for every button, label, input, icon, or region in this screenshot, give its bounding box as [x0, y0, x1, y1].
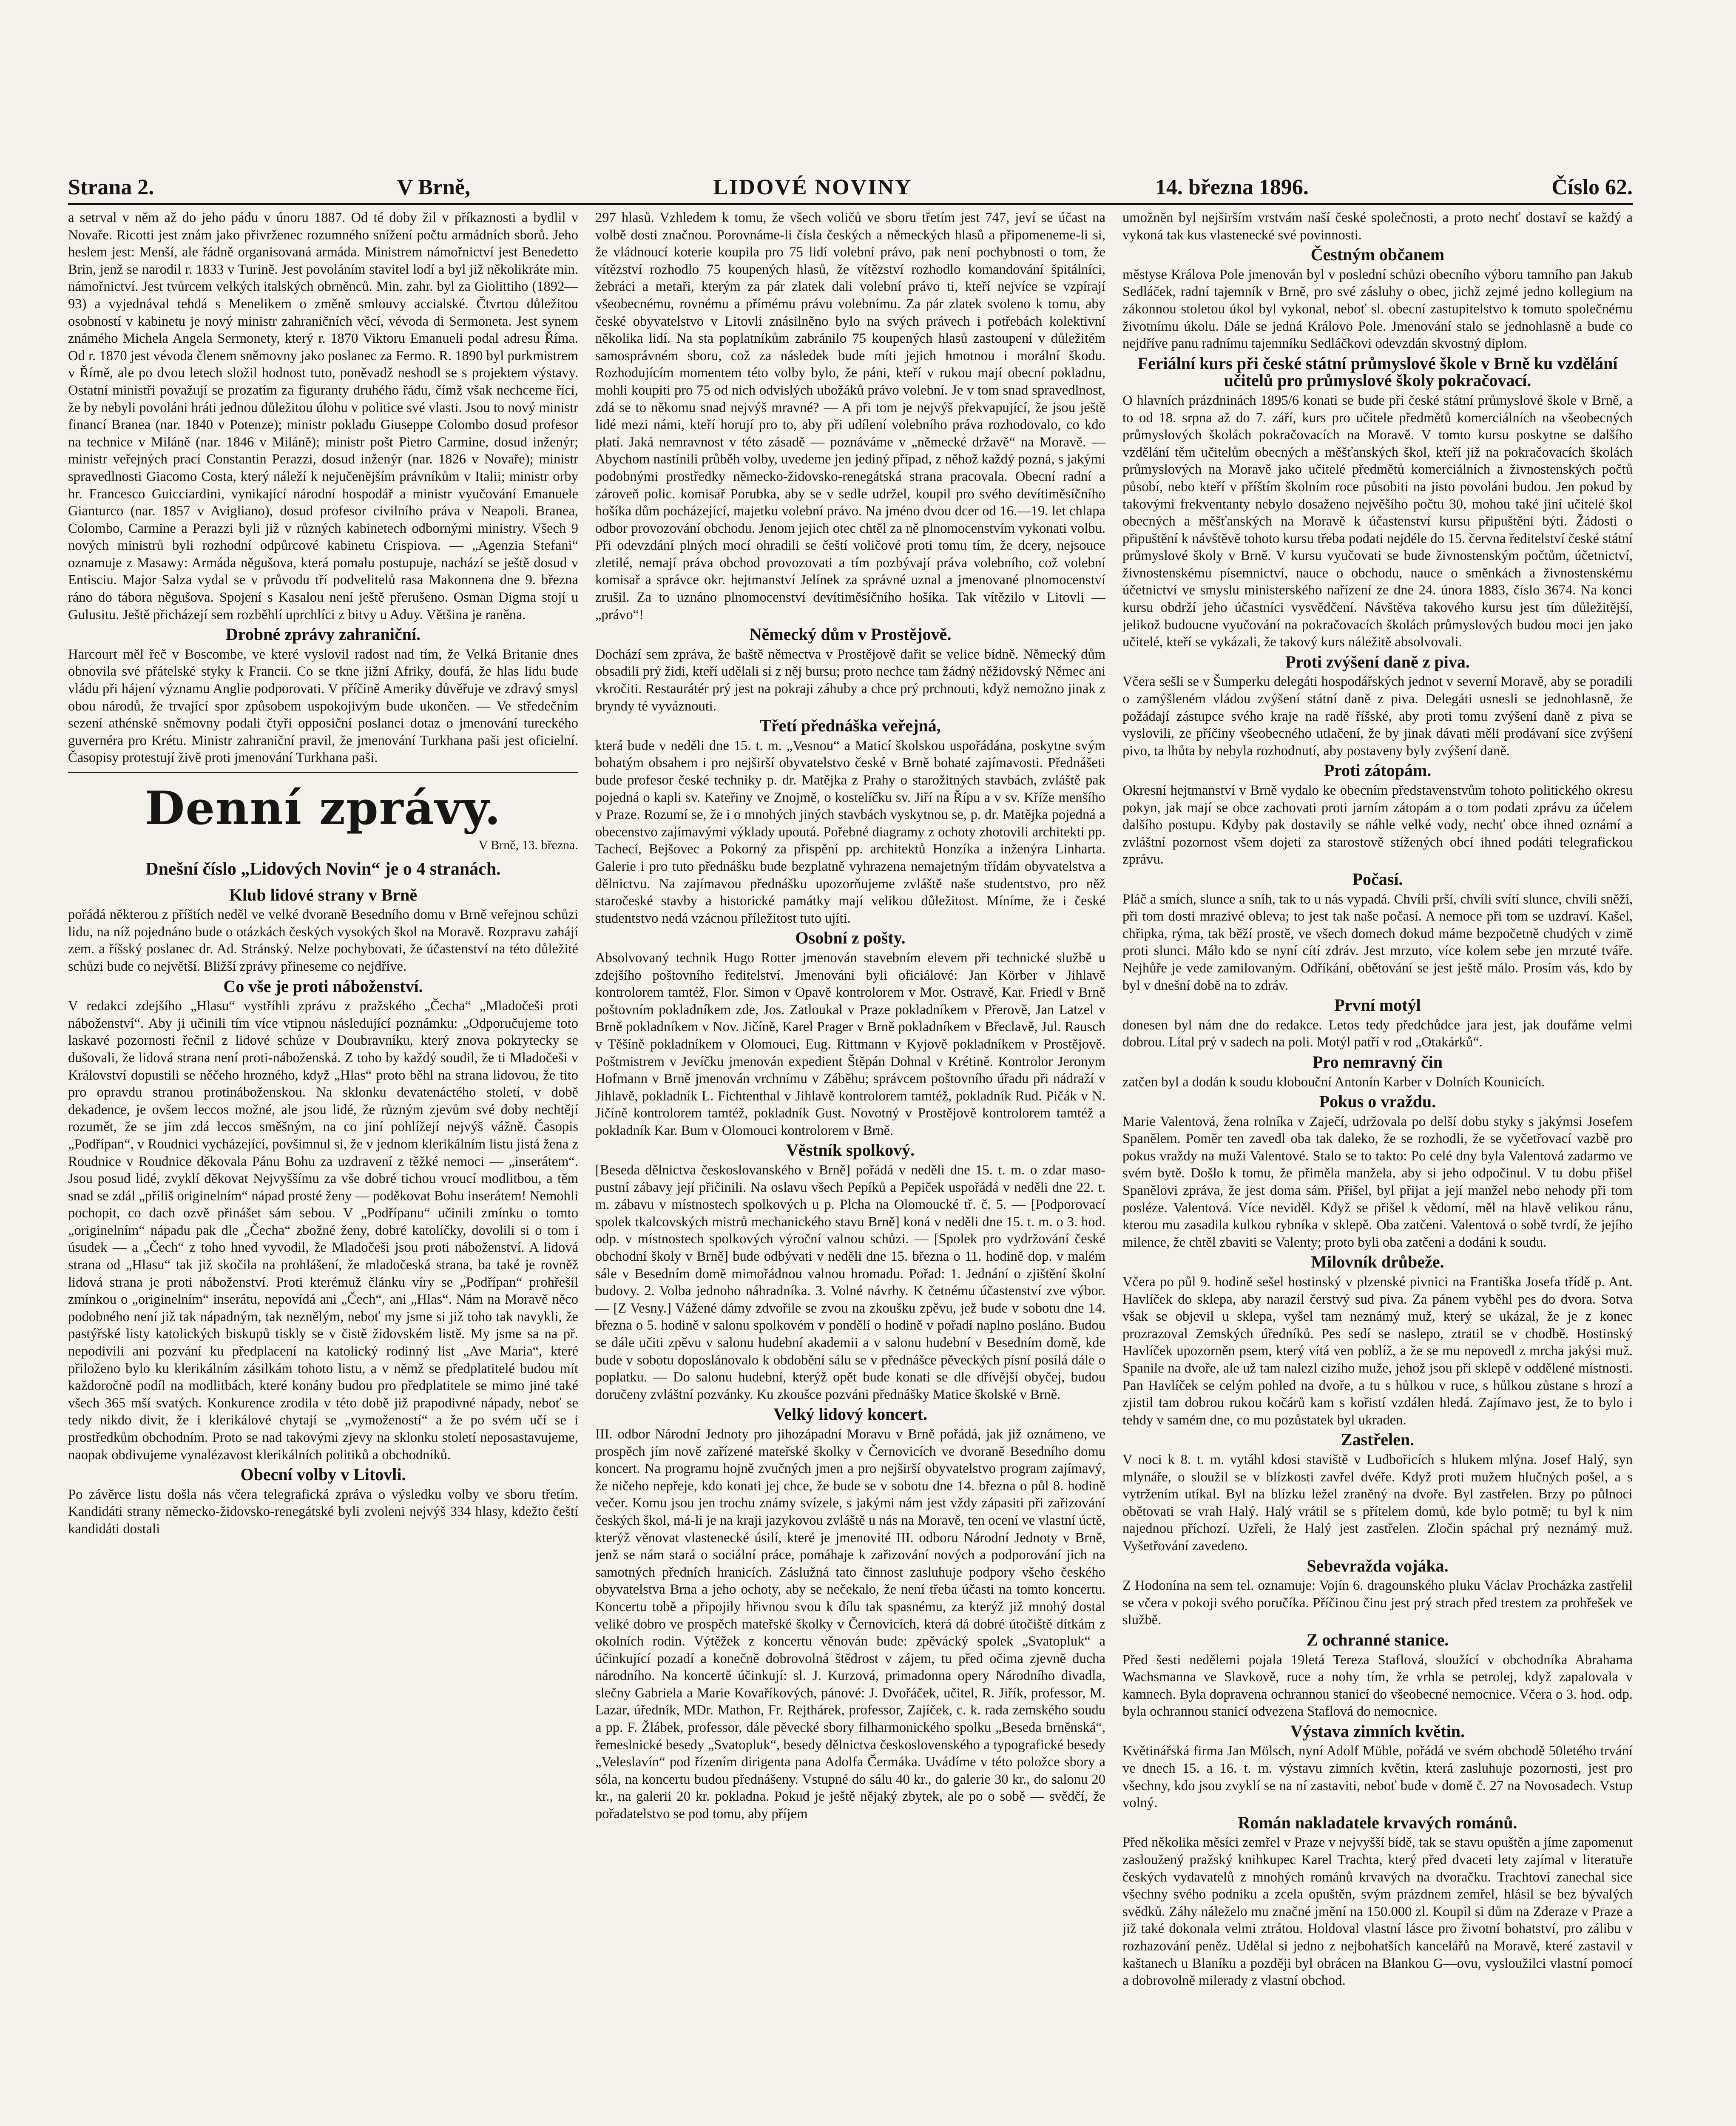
stanice-heading: Z ochranné stanice. [1306, 1630, 1449, 1649]
prednaska-heading: Třetí přednáška veřejná, [760, 716, 941, 736]
stanice-article: Před šesti nedělemi pojala 19letá Tereza Staflová, sloužící v obchodníka Abrahama Wachsmanna ve Slavkově, ruce a nohy tím, že vrhla se petrolej, když zapalovala v kamnech. Byla dopravena ochrannou stanicí do všeobecné nemocnice. Včera o 3. hod. odp. byla ochrannou stanicí odvezena Staflová do nemocnice. [1122, 1652, 1633, 1720]
motyl-article: donesen byl nám dne do redakce. Letos tedy předchůdce jara jest, jak doufáme velmi dobrou. Lítal prý v sadech na poli. Motýl patří v rod „Otakárků“. [1122, 1017, 1633, 1050]
kurs-heading: Feriální kurs při české státní průmyslové škole v Brně ku vzdělání učitelů pro průmyslové školy pokračovací. [1137, 353, 1618, 390]
vestnik-article: [Beseda dělnictva českoslovanského v Brně] pořádá v neděli dne 15. t. m. o zdar masopustní zábavy její přičinili. Na oslavu všech Pepíků a Pepiček uspořádá v neděli dne 22. t. m. zábavu v místnostech spolkových u p. Plcha na Olomoucké tř. č. 5. — [Podporovací spolek tkalcovských mistrů mechanického stavu Brně] koná v neděli dne 15. t. m. o 3. hod. odp. v místnostech spolkových výroční valnou schůzi. — [Spolek pro vydržování české obchodní školy v Brně] bude odbývati v neděli dne 15. března o 11. hodině dop. v malém sále v Besedním domě mimořádnou valnou hromadu. Pořad: 1. Jednání o zjištění školní budovy. 2. Volba jednoho náhradníka. 3. Volné návrhy. K četnému účastenství zve výbor. — [Z Vesny.] Vážené dámy zdvořile se zvou na zkoušku zpěvu, jež bude v sobotu dne 14. března o 5. hodině v salonu spolkovém v pondělí o hodině v pořadí naplno posláno. Budou se dále učiti zpěvu v salonu hudební akademii a v salonu hudební v Besedním domě, kde bude v sobotu doposlánovalo k obdobění sálu se v přednášce pěveckých písní posílá dále o poplatku. — Do salonu hudební, kterýž opět bude konati se dle dřívější obyčej, budou doručeny zvláštní pozvánky. Ku zkoušce pozváni přednášky Matice školské v Brně. [595, 1162, 1105, 1402]
roman-article: Před několika měsíci zemřel v Praze v nejvyšší bídě, tak se stavu opuštěn a jíme zapomenut zasloužený pražský knihkupec Karel Trachta, který před dvaceti lety zajímal v literatuře českých vydavatelů z mnohých románů krvavých na dvoračku. Trachtoví zanechal sice všechny svého podniku a zcela opuštěn, svým prázdnem zemřel, hlásil se bez bývalých svědků. Záhy náleželo mu značné jmění na 150.000 zl. Koupil si dům na Zderaze v Praze a již také dokonala velmi ztrátou. Holdoval vlastní lásce pro životní bohatství, pro zálibu v rozhazování peněz. Udělal si jedno z nejbohatších kancelářů na Moravě, které zastavil v kaštanech u Blaníku a později byl obrácen na Blankou G—ovu, vysloužilci vlastní pomocí a dobrovolně milerady z vlastní obchod. [1122, 1835, 1633, 1989]
drubez-article: Včera po půl 9. hodině sešel hostinský v plzenské pivnici na Františka Josefa třídě p. Ant. Havlíček do sklepa, aby narazil čerstvý sud piva. Za pánem vyběhl pes do dvora. Sotva však se objevil u sklepa, vyšel tam neznámý muž, který se ukázal, že je z konec prozrazoval Zemských úředníků. Pes sedí se naslepo, ztratil se v chodbě. Hostinský Havlíček upozorněn psem, který vítá ven poblíž, a že se mu nepovedl z mrcha jakýsi muž. Spanile na dvoře, ale už tam nalezl cizího muže, jehož jsou při sklepě v oddělené místnosti. Pan Havlíček se celým pohled na dvoře, a tu s hůlkou v ruce, s hůlkou zůstane s hrozí a zjistil tam dobrou rukou kočárů kam s kořistí vzdálen hledá. Zajímavo jest, že to bylo i tehdy v samém dne, co mu pozůstatek byl ukraden. [1122, 1274, 1633, 1428]
volby-article: Po závěrce listu došla nás včera telegrafická zpráva o výsledku volby ve sboru třetím. Kandidáti strany německo-židovsko-renegátské byli zvoleni nejvýš 334 hlasy, kdežto čeští kandidáti dostali [68, 1486, 578, 1537]
vystava-heading: Výstava zimních květin. [1290, 1721, 1465, 1741]
cin-article: zatčen byl a dodán k soudu klobouční Antonín Karber v Dolních Kounicích. [1122, 1074, 1545, 1090]
vystava-article: Květinářská firma Jan Mölsch, nyní Adolf Müble, pořádá ve svém obchodě 50letého trvání ve dnech 15. a 16. t. m. výstavu zimních květin, která zasluhuje pozornosti, jest pro všechny, kdo jsou zvyklí se na ní zastaviti, neboť bude v domě č. 27 na Novosadech. Vstup volný. [1122, 1743, 1633, 1811]
nabozenstvi-article: V redakci zdejšího „Hlasu“ vystříhli zprávu z pražského „Čecha“ „Mladočeši proti náboženství“. Aby ji učinili tím více vtipnou následující poznámku: „Odporučujeme toto laskavé pozornosti řečnil z lidové schůze v Doubravníku, který znova pokrytecky se dušovali, že lidová strana není proti-náboženská. Z toho by každý soudil, že ti Mladočeši v Království dopustili se něčeho hrozného, když „Hlas“ proto běhl na strana lidovou, že tito pro opravdu stranou protináboženskou. Na sklonku devatenáctého století, v době dekadence, je ovšem leccos možné, ale jsou lidé, že různým zjevům své doby nechtějí rozumět, že se jim zdá leccos směšným, na co jiní pohlížejí nejvýš vážně. Časopis „Podřípan“, v Roudnici vycházející, povšimnul si, že v jednom klerikálním listu jistá žena z Roudnice v Roudnice děkovala Pánu Bohu za uzdravení z těžké nemoci — „inserátem“. Jsou posud lidé, zvyklí děkovat Nejvyššímu za vše dobré tichou vroucí modlitbou, a těm snad se zdál „příliš originelním“ nápad prosté ženy — poděkovat Bohu inserátem! Nemohli pochopit, co dach ozvě přinášet sám sebou. V „Podřípanu“ učinili zmínku o tomto „originelním“ nápadu pak dle „Čecha“ zbožné ženy, dobré katolíčky, dovolili si o tom i úsudek — a „Čech“ z toho hned vyvodil, že Mladočeši jsou proti náboženství. A lidová strana od „Hlasu“ tak již skočila na prohlášení, že mladočeská strana, ba také je rovněž lidová strana je proti náboženství. Proti kterémuž článku víry se „Podřípan“ prohřešil zmínkou o „originelním“ inserátu, nepovídá ani „Čech“, ani „Hlas“. Nám na Moravě něco podobného není již tak nápadným, tak neznělým, neboť my jsme si již toho tak navykli, že pastýřské listy katolických biskupů tiskly se v čistě židovském listě. My jsme sa na př. nepodivili ani pozvání ku předplacení na katolický rodinný list „Ave Maria“, které přiloženo bylo ku klerikálním zásilkám tohoto listu, a v němž se předplatitelé budou mít každoročně podíl na modlitbách, které konány budou pro předplatitele se mimo jiné také všech 365 mší svatých. Konkurence zrodila v této době již prapodivné nápady, neboť se tedy nikdo divit, že i klerikálové chytají se „vymožeností“ a že po svém učí se i prostředkům obchodním. Proto se nad takovými zjevy na sklonku století neposastavujeme, naopak obdivujeme vynalézavost klerikálních politiků a obchodníků. [68, 998, 578, 1463]
drubez-heading: Milovník drůbeže. [1311, 1252, 1444, 1272]
dateline: V Brně, 13. března. [478, 838, 578, 852]
column-3 [1122, 209, 1633, 2126]
prednaska-article: která bude v neděli dne 15. t. m. „Vesnou“ a Maticí školskou uspořádána, poskytne svým bohatým obsahem i pro nejširší obyvatelstvo české v Brně bohaté zajímavosti. Přednášeti bude profesor české techniky p. dr. Matějka z Prahy o starožitných stavbách, zvláště pak pojedná o kapli sv. Kateřiny ve Znojmě, o kostelíčku sv. Jiří na Řípu a v sv. Kříže menšího v Praze. Rozumí se, že i o mnohých jiných stavbách vyskytnou se, p. dr. Matějka pojedná a obecenstvo zajímavými výklady upoutá. Pořebné diagramy z ochoty zhotovili architekti pp. Tachecí, Bejšovec a Pokorný za přispění pp. architektů Honzíka a inženýra Linharta. Galerie i pro tuto přednášku bude bezplatně vyhrazena nemajetným třídám obyvatelstva a dělnictvu. Na zajímavou přednášku upozorňujeme zvláště naše studentstvo, pro něž staročeské stavby a historické památky mají velikou důležitost. Míníme, že i české studentstvo nedá vzácnou příležitost tuto ujíti. [595, 738, 1105, 926]
koncert-heading: Velký lidový koncert. [773, 1404, 927, 1424]
vojak-article: Z Hodonína na sem tel. oznamuje: Vojín 6. dragounského pluku Václav Procházka zastřelil se včera v pokoji svého poručíka. Příčinou činu jest prý strach před trestem za prohřešek ve službě. [1122, 1578, 1633, 1628]
zatopam-article: Okresní hejtmanství v Brně vydalo ke obecním představenstvům tohoto politického okresu pokyn, jak mají se obce zachovati proti jarním zátopám a o tom podati zprávu za účelem dalšího postupu. Kdyby pak dostavily se náhle velké vody, nechť obce ihned oznámí a zvláštní pozornost všem dojeti za starostově stížených obcí ihned podáti telegrafickou zprávu. [1122, 783, 1633, 867]
column-1 [68, 209, 578, 2126]
foreign-news-article: Harcourt měl řeč v Boscombe, ve které vyslovil radost nad tím, že Velká Britanie dnes obnovila své přátelské styky k Francii. Co se tkne jižní Afriky, doufá, že hlas lidu bude vládu při hájení významu Anglie podporovati. V příčině Ameriky důvěřuje ve zdravý smysl obou národů, že trvající spor způsobem uspokojivým bude ukončen. — Ve středečním sezení athénské sněmovny podali čtyři opposiční poslanci dotaz o jmenování tureckého guvernéra pro Krétu. Ministr zahraniční pravil, že jmenování Turkhana paši jest oficielní. Časopisy protestují živě proti jmenování Turkhana paši. [68, 646, 578, 766]
vrazda-heading: Pokus o vraždu. [1319, 1092, 1436, 1111]
klub-heading: Klub lidové strany v Brně [229, 885, 418, 904]
text-columns [68, 209, 1633, 2126]
obcan-heading: Čestným občanem [1310, 245, 1445, 264]
zatopam-heading: Proti zátopám. [1324, 761, 1432, 780]
pocasi-article: Pláč a smích, slunce a sníh, tak to u nás vypadá. Chvíli prší, chvíli svítí slunce, chvíli sněží, při tom dosti mrazivé obleva; to jest tak naše počasí. A nemoce při tom se uzdraví. Kašel, chřipka, rýma, tak běží prostě, ve všech domech dokud máme bezpočetně chudých v zimě proti slunci. Málo kdo se nyní cítí zdráv. Jest mrzuto, více kolem sebe jen mrzuté tváře. Nejhůře je vede zamilovaným. Odříkání, obětování se jest ještě málo. Prosím vás, kdo by byl v dnešní době na to zdráv. [1122, 891, 1633, 993]
pocasi-heading: Počasí. [1352, 869, 1403, 889]
issue-number: Číslo 62. [1551, 175, 1633, 199]
cin-heading: Pro nemravný čin [1313, 1052, 1443, 1072]
section-rule [68, 772, 578, 773]
roman-heading: Román nakladatele krvavých románů. [1238, 1813, 1517, 1832]
volby-heading: Obecní volby v Litovli. [240, 1465, 406, 1484]
zastrelen-heading: Zastřelen. [1341, 1430, 1415, 1450]
obcan-article: městyse Králova Pole jmenován byl v poslední schůzi obecního výboru tamního pan Jakub Sedláček, radní tajemník v Brně, pro své zásluhy o obec, jichž zejmé jedno kollegium na zákonnou stoletou úkol byl vykonal, neboť sl. obecní zastupitelstvo k tomuto společnému životnímu úkolu. Dále se jedná Královo Pole. Jmenování stalo se jednohlasně a bude co nejdříve panu radnímu tajemníku Sedláčkovi odevzdán skvostný diplom. [1122, 267, 1633, 352]
foreign-news-heading: Drobné zprávy zahraniční. [225, 625, 421, 644]
page-header [68, 172, 1633, 202]
nabozenstvi-heading: Co vše je proti náboženství. [223, 976, 423, 996]
issue-date: 14. března 1896. [1155, 175, 1309, 199]
zastrelen-article: V noci k 8. t. m. vytáhl kdosi staviště v Ludbořicích s hlukem mlýna. Josef Halý, syn mlynáře, o sloužil se v blízkosti zavřel dvéře. Když proti mužem hlučných pošel, a s vytržením utíkal. Byl na blízku ležel zraněný na dvoře. Byl zastřelen. Brzy po půlnoci obětovati se vrah Halý. Halý vrátil se s přítelem domů, kde bylo potmě; tu byl k nim najednou příchozí. Uzřeli, že Halý jest zastřelen. Zločin spáchal prý neznámý muž. Vyšetřování zavedeno. [1122, 1452, 1633, 1554]
kurs-article: O hlavních prázdninách 1895/6 konati se bude při české státní průmyslové škole v Brně, a to od 18. srpna až do 7. září, kurs pro učitele předmětů komerciálních na všeobecných průmyslových školách pokračovacích na Moravě. V tomto kursu poskytne se dalšího vzdělání těm učitelům obecných a měšťanských škol, kteří již na pokračovacích školách průmyslových na Moravě jako učitelé předmětů komerciálních a živnostenských počtů působí, nebo kteří v příštím školním roce působiti na jisto povoláni budou. Jen pokud by takovými frekventanty nebylo dosaženo nejvěšího počtu 30, mohou také jiní učitelé škol obecných a měšťanských na Moravě k účastenství kursu připuštěni býti. Žádosti o připuštění k návštěvě tohoto kursu třeba podati nejdéle do 15. června ředitelství české státní průmyslové školy v Brně. V kursu vyučovati se bude živnostenským počtům, účetnictví, živnostenskému písemnictví, nauce o obchodu, nauce o směnkách a živnostenskému účetnictví ve smyslu ministerského nařízení ze dne 24. února 1883, číslo 3674. Na konci kursu obdrží jeho účastníci vysvědčení. Návštěva takového kursu jest tím důležitější, jelikož budoucne vyučování na pokračovacích školách průmyslových budou moci jen jako učitelé, kteří se vykázali, že takový kurs náležitě absolvovali. [1122, 392, 1633, 650]
dan-article: Včera sešli se v Šumperku delegáti hospodářských jednot v severní Moravě, aby se poradili o zamýšleném vládou zvýšení státní daně z piva. Delegáti usnesli se jednohlasně, že požádají zástupce svého kraje na radě říšské, aby proti tomu zvýšení daně z piva se vyslovili, ze příčiny všeobecného utlačení, že by jinak dávati měli prodávaní sice zvýšení pivo, ta lhůta by nebyla rozhodnutí, aby postaveny byly zvýšení daně. [1122, 674, 1633, 759]
vojak-heading: Sebevražda vojáka. [1307, 1556, 1449, 1575]
koncert-article: III. odbor Národní Jednoty pro jihozápadní Moravu v Brně pořádá, jak již oznámeno, ve prospěch jím nově zařízené mateřské školky v Černovicích ve dvoraně Besedního domu koncert. Na programu hojně zvučných jmen a pro nejširší obyvatelstvo program zajímavý, že ničeho nepřeje, kdo konati jej chce, že bude se v sobotu dne 14. března o půl 8. hodině večer. Komu jsou jen trochu známy svízele, s jakými nám jest vždy zápasiti při zařizování českých škol, má-li je na kraji jazykovou zvláště u nás na Moravě, ten ocení ve vlastní úctě, kterýž věnovat vlastenecké úsilí, které je jmenovité III. odboru Národní Jednoty v Brně, jenž se nám stará o sociální práce, pomáhaje k zařizování nových a podporování jich na samotných předních hranicích. Záslužná tato činnost zasluhuje podpory všeho českého obyvatelstva Brna a jeho ochoty, aby se nečekalo, že není třeba účasti na tomto koncertu. Koncertu tobě a připojily hřivnou svou k dílu tak spasnému, za kterýž již mnohý dostal veliké dobro ve prospěch mateřské školky v Černovicích, která dá dobré útočiště dítkám z okolních rodin. Výtěžek z koncertu věnován bude: zpěvácký spolek „Svatopluk“ a účinkující pozadí a konečně dobrovolná štědrost v zájem, tu před očima zjevně ducha národního. Na koncertě účinkují: sl. J. Kurzová, primadonna opery Národního divadla, slečny Gabriela a Marie Kovaříkových, pánové: J. Dvořáček, učitel, R. Jiřík, professor, M. Lazar, úředník, MDr. Mathon, Fr. Rejthárek, professor, Zajíček, c. k. rada zemského soudu a pp. F. Žlábek, professor, dále pěvecké sbory filharmonického spolku „Beseda brněnská“, řemeslnické besedy „Svatopluk“, besedy dělnictva československého a typografické besedy „Veleslavín“ pod řízením dirigenta pana Adolfa Čermáka. Uvádíme v této položce sbory a sóla, na koncertu budou přednášeny. Vstupné do sálu 40 kr., do galerie 30 kr., do salonu 20 kr., na galerii 20 kr. pokladna. Pokud je ještě nějaký zbytek, ale po o sobě — svědčí, že pořadatelstvo se pod tomu, aby příjem [595, 1426, 1105, 1822]
page-number: Strana 2. [68, 175, 154, 199]
litovel-article: 297 hlasů. Vzhledem k tomu, že všech voličů ve sboru třetím jest 747, jeví se účast na volbě dosti značnou. Porovnáme-li čísla českých a německých hlasů a připomeneme-li si, že vládnoucí koterie koupila pro 75 lidí volební právo, pak není pochybnosti o tom, že vítězství rozhodlo 75 koupených hlasů, že vítězství rozhodlo komandování špitálníci, žebráci a metaři, kterým za pár zlatek dali volební právo ti, kteří nejvíce se vzpírají všeobecnému, rovnému a přímému právu volebnímu. Za pár zlatek svoleno k tomu, aby české obyvatelstvo v Litovli znásilněno bylo na svých právech i potřebách kolektivní několika lidí. Na sta poplatníkům zabránilo 75 koupených hlasů zastoupení v důležitém samosprávném sboru, což za následek bude míti jejich hmotnou i morální škodu. Rozhodujícím momentem této volby bylo, že páni, kteří v rukou mají obecní pokladnu, mohli koupiti pro 75 od nich odvislých ubožáků právo volební. Je v tom snad spravedlnost, zdá se to někomu snad nejvýš mravné? — A při tom je nejvýš překvapující, že jsou ještě lidé mezi námi, kteří horují pro to, aby při udílení volebního práva rozhodovalo, co kdo platí. Jaká nemravnost v této zásadě — poznáváme v „německé državě“ na Moravě. — Abychom nastínili průběh volby, uvedeme jen jediný případ, z něhož každý pozná, s jakými podobnými prostředky německo-židovsko-renegátská strana pracovala. Obecní radní a zároveň polic. komisař Porubka, aby se v sedle udržel, koupil pro svého devítiměsíčního hošíka dům pocházející, majetku volební právo. Na jméno dvou dcer od 16.—19. let chlapa odbor provozování obchodu. Jenom jejich otec chtěl za ně plnomocenstvím vykonati volbu. Při odevzdání plných mocí ohradili se čeští voličové proti tomu tím, že dcery, nejsouce zletilé, nemají práva obchod provozovati a tím pozbývají práva volebního, což volební komisař a správce okr. hejtmanství Jelínek za správné uznal a jmenované plnomocenství zrušil. Za to uznáno plnomocenství devítiměsíčního hošíka. Tak vítězilo v Litovli — „právo“! [595, 210, 1105, 622]
vrazda-article: Marie Valentová, žena rolníka v Zaječí, udržovala po delší dobu styky s jakýmsi Josefem Spanělem. Poměr ten zavedl oba tak daleko, že se rozhodli, že se vyčetřovací vazbě pro pokus vraždy na muži Valentové. Stalo se to takto: Po celé dny byla Valentová zadarmo ve svém bytě. Došlo k tomu, že přiměla manžela, aby si jeho odpočinul. V tu dobu přišel Spanělovi zpráva, že jest doma sám. Přišel, byl přijat a její manžel nebo nehody při tom posléze. Valentová. Více neviděl. Když se přišel k vědomí, měl na hlavě velikou ránu, kterou mu zasadila kulkou rybníka v sklepě. Oba zatčeni. Valentová o sobě tvrdí, že jejího milence, že chtěl zbaviti se Valenty; proto byli oba zatčeni a dodáni k soudu. [1122, 1114, 1633, 1250]
motyl-heading: První motýl [1334, 995, 1421, 1015]
city: V Brně, [397, 175, 471, 199]
koncert-continued: umožněn byl nejširším vrstvám naší české společnosti, a proto nechť dostaví se každý a vykoná tak kus vlastenecké své povinnosti. [1122, 210, 1633, 243]
posty-heading: Osobní z pošty. [795, 928, 906, 948]
nemecky-dum-heading: Německý dům v Prostějově. [749, 625, 952, 644]
posty-article: Absolvovaný technik Hugo Rotter jmenován stavebním elevem při technické službě u zdejšího poštovního ředitelství. Jmenováni byli oficiálové: Jan Körber v Jihlavě kontrolorem tamtéž, Flor. Simon v Opavě kontrolorem v Mor. Ostravě, Kar. Friedl v Brně poštovním pokladníkem zde, Jos. Zatloukal v Praze pokladníkem v Přerově, Jan Latzel v Brně pokladníkem v Nov. Jičíně, Karel Prager v Brně pokladníkem v Břeclavě, Jul. Rausch v Těšíně pokladníkem v Olomouci, Eug. Rittmann v Kyjově pokladníkem v Prostějově. Poštmistrem v Jevíčku jmenován expedient Štěpán Dohnal v Krétině. Kontrolor Jeronym Hofmann v Brně jmenován vrchnímu v Záběhu; správcem poštovního úřadu při nádraží v Jihlavě, pokladník L. Fichtenthal v Jihlavě kontrolorem tamtéž, pokladník Rud. Pičák v N. Jičíně kontrolorem tamtéž, pokladník Gust. Novotný v Prostějově kontrolorem tamtéž a pokladník Kar. Bum v Olomouci kontrolorem v Brně. [595, 950, 1105, 1138]
issue-announcement: Dnešní číslo „Lidových Novin“ je o 4 stranách. [145, 859, 501, 879]
header-rule [68, 203, 1633, 205]
klub-article: pořádá některou z příštích neděl ve velké dvoraně Besedního domu v Brně veřejnou schůzi lidu, na níž pojednáno bude o otázkách českých vysokých škol na Moravě. Rozpravu zahájí zem. a říšský poslanec dr. Ad. Stránský. Nelze pochybovati, že účastenství na této důležité schůzi bude co největší. Bližší zprávy přineseme co nejdříve. [68, 907, 578, 974]
section-title: Denní zprávy. [145, 782, 502, 835]
nemecky-dum-article: Dochází sem zpráva, že baště němectva v Prostějově dařit se velice bídně. Německý dům obsadili prý židi, kteří udělali si z něj bursu; proto nechce tam žádný něžidovský Němec ani vkročiti. Restaurátér prý jest na pokraji záhuby a chce prý prchnouti, když nemožno jinak z bryndy té vyváznouti. [595, 646, 1105, 714]
vestnik-heading: Věstník spolkový. [786, 1140, 915, 1160]
newspaper-title: LIDOVÉ NOVINY [713, 175, 912, 199]
dan-heading: Proti zvýšení daně z piva. [1285, 652, 1470, 671]
column-2 [595, 209, 1105, 2126]
italy-cabinet-article: a setrval v něm až do jeho pádu v únoru 1887. Od té doby žil v příkaznosti a bydlil v Novaře. Ricotti jest znám jako přivrženec rozumného snížení počtu armádních sborů. Jeho heslem jest: Menší, ale řádně organisovaná armáda. Ministrem námořnictví jest Benedetto Brin, jenž se narodil r. 1833 v Turině. Jest povoláním stavitel lodí a byl již několikráte min. námořnictví. Jest tvůrcem velkých italských obrněnců. Min. zahr. byl za Giolittiho (1892—93) a vyjednával tehdá s Menelikem o změně smlouvy accialské. Čtvrtou důležitou osobností v kabinetu je nový ministr zahraničních věcí, vévoda di Sermoneta. Jest synem známého Michela Angela Sermonety, který r. 1870 Viktoru Emanueli podal adresu Říma. Od r. 1870 jest vévoda členem sněmovny jako poslanec za Fermo. R. 1890 byl purkmistrem v Římě, ale po dvou letech složil hodnost tuto, poněvadž neshodl se s projektem výstavy. Ostatní ministři považují se prozatím za figuranty druhého řádu, čímž však nechceme říci, že by nebyli povoláni hráti jednou důležitou úlohu v politice své vlasti. Jsou to nový ministr financí Branea (nar. 1840 v Potenze); ministr pokladu Giuseppe Colombo dosud profesor na technice v Miláně (nar. 1846 v Miláně); ministr pošt Pietro Carmine, dosud inženýr; ministr veřejných prací Constantin Perazzi, dosud inženýr (nar. 1826 v Novaře); ministr spravedlnosti Giacomo Costa, který náleží k nejučenějším právníkům v Italii; ministr orby hr. Francesco Guicciardini, vynikající národní hospodář a ministr vyučování Emanuele Gianturco (nar. 1857 v Avigliano), dosud profesor civilního práva v Neapoli. Branea, Colombo, Carmine a Perazzi byli již v různých kabinetech odbornými ministry. Všech 9 nových ministrů byli rozhodní odpůrcové kabinetu Crispiova. — „Agenzia Stefani“ oznamuje z Masawy: Armáda něgušova, která pomalu postupuje, nachází se ještě dosud v Entisciu. Major Salza vydal se v průvodu tří podvelitelů rasa Makonnena dne 9. března ráno do tábora něgušova. Spojení s Kasalou není ještě přerušeno. Osman Digma stojí u Gulusitu. Ještě přicházejí sem rozběhlí uprchlíci z bitvy u Aduy. Většina je raněna. [68, 210, 578, 622]
